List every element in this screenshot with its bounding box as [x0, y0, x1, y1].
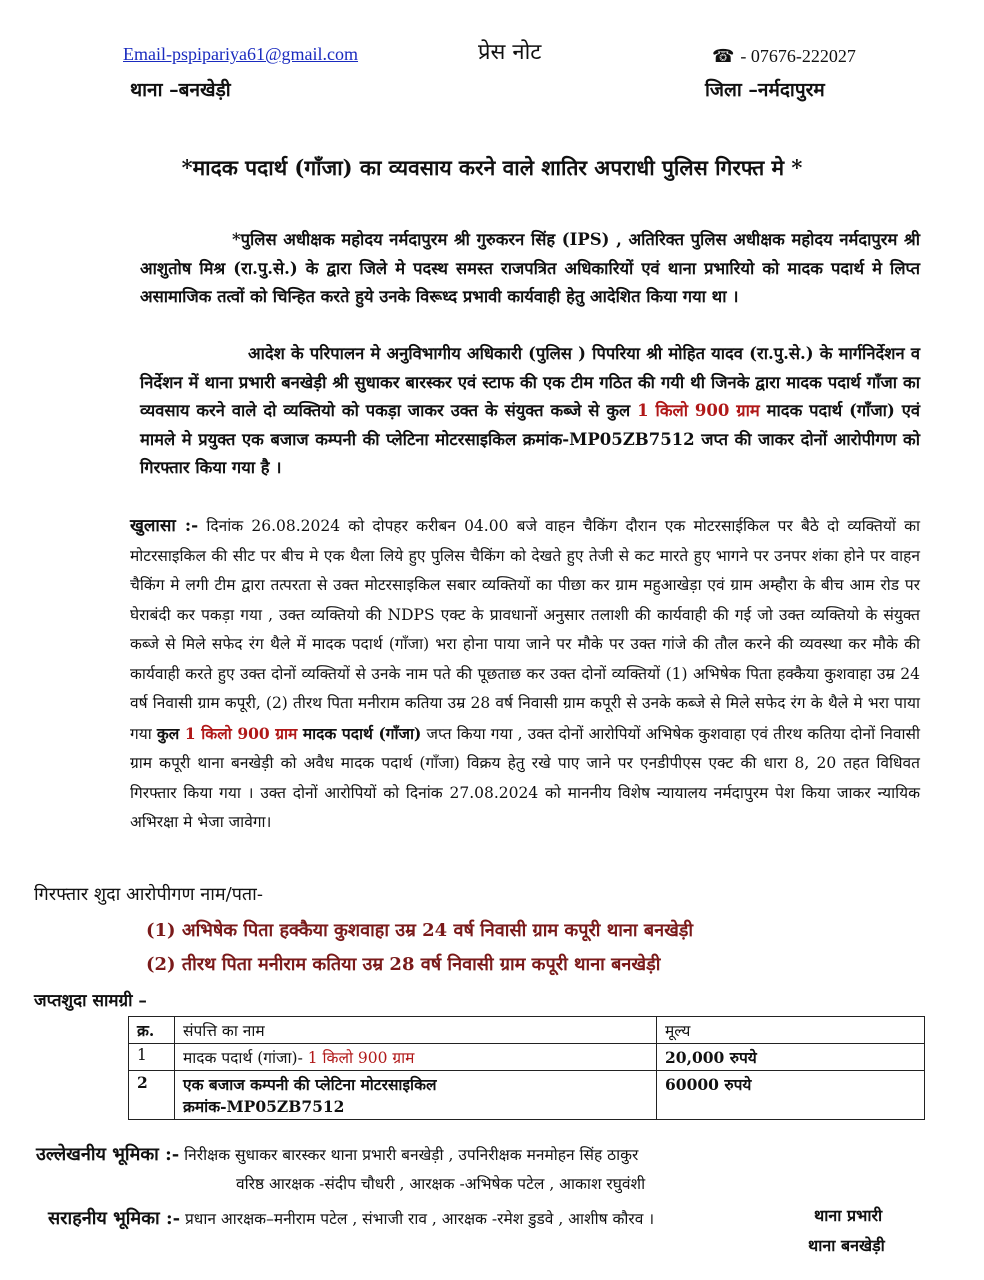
seized-title: जप्तशुदा सामग्री – [34, 991, 147, 1011]
station-name: थाना –बनखेड़ी [130, 79, 231, 101]
header-serial: क्र. [129, 1017, 175, 1044]
property-text: मादक पदार्थ (गांजा)- [183, 1049, 308, 1067]
khulasa-text-a: दिनांक 26.08.2024 को दोपहर करीबन 04.00 बजे वाहन चैकिंग दौरान एक मोटरसाईकिल पर बैठे दो व्यक्तियों का मोटरसाइकिल की सीट पर बीच मे एक थैला लिये हुए पुलिस चैकिंग को देखते हुए तेजी से कट मारते हुए भागने पर उनपर शंका होने पर वाहन चैकिंग मे लगी टीम द्वारा तत्परता से उक्त मोटरसाइकिल सबार व्यक्तियों का पीछा कर ग्राम महुआखेड़ा एवं ग्राम अम्हौरा के बीच आम रोड पर घेराबंदी कर पकड़ा गया , उक्त व्यक्तियो की NDPS एक्ट के प्रावधानों अनुसार तलाशी की कार्यवाही की गई जो उक्त व्यक्तियो के संयुक्त कब्जे से मिले सफेद रंग थैले में मादक पदार्थ (गाँजा) भरा होना पाया जाने पर मौके पर उक्त गांजे की तौल करने की व्यवस्था कर मौके की कार्यवाही करते हुए उक्त दोनों व्यक्तियों से उनके नाम पते की पूछताछ कर उक्त दोनों व्यक्तियों (1) अभिषेक पिता हक्कैया कुशवाहा उम्र 24 वर्ष निवासी ग्राम कपूरी, (2) तीरथ पिता मनीराम कतिया उम्र 28 वर्ष निवासी ग्राम कपूरी से उनके कब्जे से मिले सफेद रंग के थैले मे भरा पाया गया [130, 517, 920, 743]
khulasa-text-b: जप्त किया गया , उक्त दोनों आरोपियों अभिषेक कुशवाहा एवं तीरथ कतिया दोनों निवासी ग्राम कपूरी थाना बनखेड़ी को अवैध मादक पदार्थ (गाँजा) विक्रय हेतु रखे पाए जाने पर एनडीपीएस एक्ट की धारा 8, 20 तहत विधिवत गिरफ्तार किया गया । उक्त दोनों आरोपियों को दिनांक 27.08.2024 को माननीय विशेष न्यायालय नर्मदापुरम पेश किया जाकर न्यायिक अभिरक्षा मे भेजा जावेगा। [130, 724, 920, 831]
row-value: 20,000 रुपये [657, 1044, 925, 1071]
property-reg-number: क्रमांक-MP05ZB7512 [183, 1097, 345, 1116]
intro-text-a: आदेश के परिपालन मे अनुविभागीय अधिकारी (पुलिस ) पिपरिया श्री मोहित यादव (रा.पु.से.) के मार्गनिर्देशन व निर्देशन में थाना प्रभारी बनखेड़ी श्री सुधाकर बारस्कर एवं स्टाफ की एक टीम गठित की गयी थी जिनके द्वारा मादक पदार्थ गाँजा का व्यवसाय करने वाले दो व्यक्तियो को पकड़ा जाकर उक्त के संयुक्त कब्जे से कुल [140, 344, 920, 420]
row-value: 60000 रुपये [657, 1071, 925, 1120]
table-row [129, 1071, 925, 1120]
quantity-highlight: 1 किलो 900 ग्राम [637, 401, 760, 420]
telephone-icon: ☎ [712, 46, 735, 66]
khulasa-label: खुलासा :- [130, 516, 199, 536]
phone-number [712, 46, 856, 67]
signature-title: थाना प्रभारी [814, 1206, 883, 1225]
property-text: एक बजाज कम्पनी की प्लेटिना मोटरसाइकिल [183, 1075, 437, 1094]
header-property: संपत्ति का नाम [175, 1017, 657, 1044]
intro-paragraph-1: *पुलिस अधीक्षक महोदय नर्मदापुरम श्री गुरुकरन सिंह (IPS) , अतिरिक्त पुलिस अधीक्षक महोदय नर्मदापुरम श्री आशुतोष मिश्र (रा.पु.से.) के द्वारा जिले मे पदस्थ समस्त राजपत्रित अधिकारियों एवं थाना प्रभारियो को मादक पदार्थ मे लिप्त असामाजिक तत्वों को चिन्हित करते हुये उनके विरूध्द प्रभावी कार्यवाही हेतु आदेशित किया गया था । [140, 230, 920, 306]
row-property [175, 1071, 657, 1120]
headline: *मादक पदार्थ (गाँजा) का व्यवसाय करने वाले शातिर अपराधी पुलिस गिरफ्त मे * [181, 155, 803, 180]
row-property [175, 1044, 657, 1071]
intro-text-b: मादक पदार्थ (गाँजा) एवं मामले मे प्रयुक्त एक बजाज कम्पनी की प्लेटिना मोटरसाइकिल क्रमांक-MP05ZB7512 जप्त की जाकर दोनों आरोपीगण को गिरफ्तार किया गया है । [140, 401, 920, 477]
khulasa-substance: मादक पदार्थ (गाँजा) [297, 723, 422, 743]
header-value: मूल्य [657, 1017, 925, 1044]
notable-role-continued: वरिष्ठ आरक्षक -संदीप चौधरी , आरक्षक -अभिषेक पटेल , आकाश रघुवंशी [236, 1175, 646, 1193]
table-header-row [129, 1017, 925, 1044]
property-quantity: 1 किलो 900 ग्राम [307, 1049, 415, 1067]
email-link[interactable]: Email-pspipariya61@gmail.com [123, 44, 359, 64]
seized-table [128, 1016, 925, 1120]
khulasa-kul: कुल [156, 723, 185, 743]
accused-item: (2) तीरथ पिता मनीराम कतिया उम्र 28 वर्ष निवासी ग्राम कपूरी थाना बनखेड़ी [146, 954, 661, 975]
accused-item: (1) अभिषेक पिता हक्कैया कुशवाहा उम्र 24 वर्ष निवासी ग्राम कपूरी थाना बनखेड़ी [146, 920, 694, 941]
row-serial: 2 [129, 1071, 175, 1120]
signature-station: थाना बनखेड़ी [808, 1236, 885, 1255]
praise-role-label: सराहनीय भूमिका :- [48, 1208, 181, 1229]
notable-role-text: निरीक्षक सुधाकर बारस्कर थाना प्रभारी बनखेड़ी , उपनिरीक्षक मनमोहन सिंह ठाकुर [179, 1146, 639, 1164]
notable-role-label: उल्लेखनीय भूमिका :- [36, 1144, 180, 1165]
table-row [129, 1044, 925, 1071]
praise-role-text: प्रधान आरक्षक–मनीराम पटेल , संभाजी राव , आरक्षक -रमेश डुडवे , आशीष कौरव । [180, 1210, 655, 1228]
intro-paragraph-2 [140, 340, 920, 483]
praise-role [48, 1206, 654, 1230]
notable-role [36, 1142, 638, 1166]
phone-text: - 07676-222027 [740, 46, 856, 66]
khulasa-paragraph [130, 512, 920, 838]
press-note-title: प्रेस नोट [478, 40, 542, 65]
khulasa-quantity-highlight: 1 किलो 900 ग्राम [184, 723, 298, 743]
district-name: जिला –नर्मदापुरम [705, 79, 825, 101]
arrested-title: गिरफ्तार शुदा आरोपीगण नाम/पता- [34, 884, 263, 905]
row-serial: 1 [129, 1044, 175, 1071]
